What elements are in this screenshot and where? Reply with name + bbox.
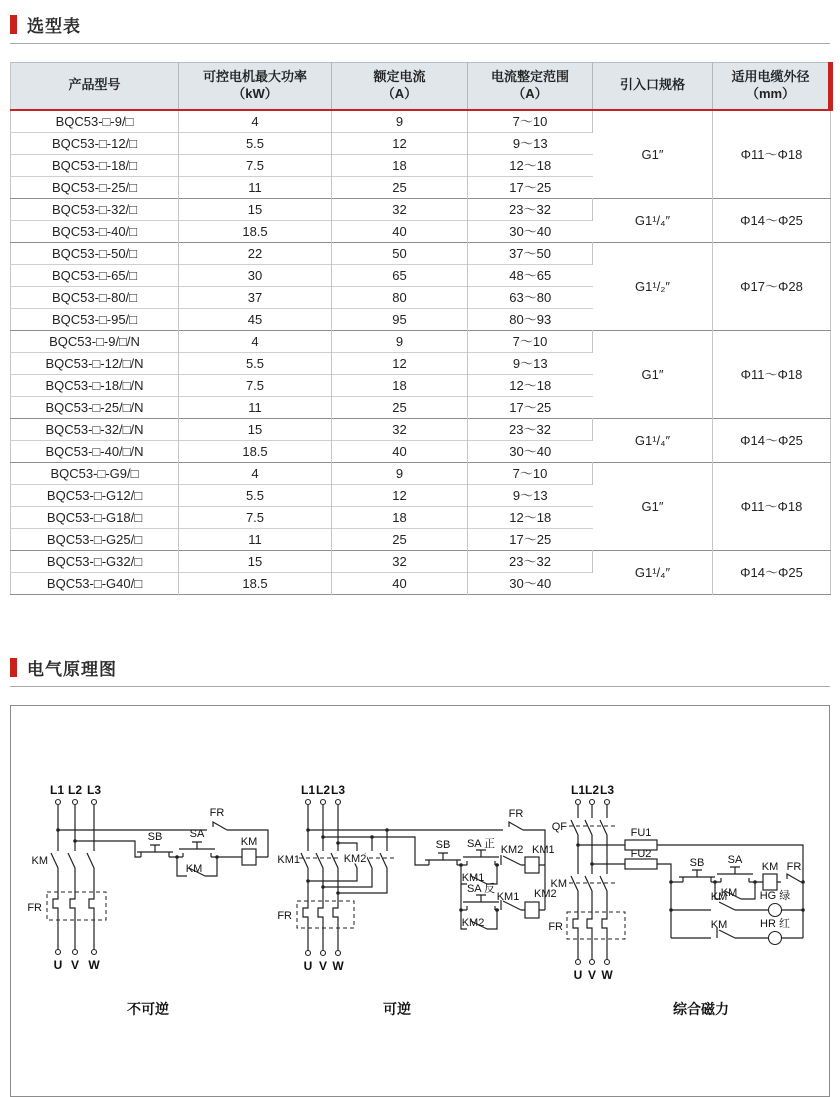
cell-model: BQC53-□-12/□/N: [11, 352, 179, 374]
section-title: 电气原理图: [27, 659, 117, 679]
cell-power: 7.5: [179, 154, 332, 176]
cell-current: 40: [332, 220, 468, 242]
cell-range: 23～32: [468, 550, 593, 572]
cell-model: BQC53-□-18/□/N: [11, 374, 179, 396]
cell-power: 7.5: [179, 506, 332, 528]
circuit-reversible: [277, 783, 556, 1017]
table-row: [11, 330, 831, 352]
cell-current: 25: [332, 528, 468, 550]
fuse1-label: FU1: [630, 826, 652, 839]
fr-contact-label: FR: [209, 806, 225, 819]
col-header-cable: 适用电缆外径 （mm）: [713, 63, 831, 110]
cell-power: 37: [179, 286, 332, 308]
thermal-relay-label: FR: [548, 920, 563, 933]
circuit-caption: 不可逆: [127, 1000, 169, 1017]
phase-label: L1: [49, 782, 65, 797]
cell-range: 63～80: [468, 286, 593, 308]
cell-range: 12～18: [468, 374, 593, 396]
cell-cable: Φ14～Φ25: [713, 198, 831, 242]
motor-terminal-label: V: [318, 958, 328, 973]
cell-range: 48～65: [468, 264, 593, 286]
motor-terminal-label: W: [88, 957, 100, 972]
cell-cable: Φ11～Φ18: [713, 330, 831, 418]
fr-contact-label: FR: [508, 807, 524, 820]
cell-current: 18: [332, 374, 468, 396]
col-header-inlet: 引入口规格: [593, 63, 713, 110]
lamp-contact-label: KM: [710, 890, 728, 903]
cell-current: 32: [332, 418, 468, 440]
lamp-contact-label: KM: [710, 918, 728, 931]
selection-table: [10, 62, 833, 595]
phase-label: L2: [315, 782, 331, 797]
green-lamp-label: HG 绿: [759, 889, 791, 902]
cell-range: 9～13: [468, 352, 593, 374]
cell-inlet: G1¹/₄″: [593, 550, 713, 594]
thermal-relay-label: FR: [277, 909, 292, 922]
aux-contact-label: KM1: [461, 871, 485, 884]
cell-range: 30～40: [468, 440, 593, 462]
circuit-combined-magnetic: [548, 783, 804, 1017]
thermal-relay-label: FR: [27, 901, 42, 914]
motor-terminal-label: U: [53, 957, 63, 972]
cell-model: BQC53-□-G12/□: [11, 484, 179, 506]
cell-power: 18.5: [179, 220, 332, 242]
cell-range: 7～10: [468, 330, 593, 352]
cell-power: 5.5: [179, 484, 332, 506]
stop-button-label: SB: [147, 830, 163, 843]
cell-model: BQC53-□-12/□: [11, 132, 179, 154]
table-row: [11, 418, 831, 440]
cell-model: BQC53-□-18/□: [11, 154, 179, 176]
cell-power: 11: [179, 176, 332, 198]
circuit-caption: 综合磁力: [673, 1000, 729, 1017]
phase-label: L2: [67, 782, 83, 797]
cell-range: 9～13: [468, 132, 593, 154]
start-button-label: SA: [727, 853, 743, 866]
motor-terminal-label: V: [70, 957, 80, 972]
contactor-label: KM: [31, 854, 48, 867]
fuse2-label: FU2: [630, 847, 652, 860]
cell-range: 37～50: [468, 242, 593, 264]
motor-terminal-label: W: [332, 958, 344, 973]
cell-range: 9～13: [468, 484, 593, 506]
aux-contact-label: KM: [185, 862, 203, 875]
reverse-button-label: SA 反: [466, 882, 496, 895]
aux-contact-label: KM2: [461, 916, 485, 929]
aux-contact-label: KM: [720, 886, 738, 899]
motor-terminal-label: U: [303, 958, 313, 973]
cell-range: 30～40: [468, 572, 593, 594]
cell-power: 15: [179, 550, 332, 572]
interlock-contact-label: KM2: [500, 843, 524, 856]
cell-current: 12: [332, 484, 468, 506]
phase-label: L1: [300, 782, 316, 797]
red-accent-bar: [10, 658, 17, 677]
cell-current: 40: [332, 572, 468, 594]
cell-current: 12: [332, 132, 468, 154]
circuit-non-reversible: [27, 783, 268, 1017]
cell-current: 12: [332, 352, 468, 374]
cell-range: 12～18: [468, 506, 593, 528]
cell-range: 17～25: [468, 528, 593, 550]
coil-label: KM: [761, 860, 779, 873]
cell-cable: Φ17～Φ28: [713, 242, 831, 330]
cell-current: 65: [332, 264, 468, 286]
col-header-range: 电流整定范围 （A）: [468, 63, 593, 110]
cell-power: 15: [179, 198, 332, 220]
cell-model: BQC53-□-95/□: [11, 308, 179, 330]
circuit-caption: 可逆: [383, 1000, 411, 1017]
cell-current: 9: [332, 462, 468, 484]
cell-power: 4: [179, 110, 332, 133]
cell-power: 5.5: [179, 352, 332, 374]
cell-model: BQC53-□-32/□: [11, 198, 179, 220]
cell-inlet: G1″: [593, 330, 713, 418]
table-row: [11, 242, 831, 264]
cell-current: 9: [332, 330, 468, 352]
section-schematic-title: [10, 643, 830, 687]
forward-button-label: SA 正: [466, 837, 496, 850]
cell-current: 32: [332, 550, 468, 572]
section-title: 选型表: [27, 17, 81, 36]
cell-current: 95: [332, 308, 468, 330]
table-row: [11, 550, 831, 572]
cell-inlet: G1″: [593, 110, 713, 199]
cell-power: 15: [179, 418, 332, 440]
cell-model: BQC53-□-65/□: [11, 264, 179, 286]
table-row: [11, 110, 831, 133]
col-header-current: 额定电流 （A）: [332, 63, 468, 110]
cell-cable: Φ11～Φ18: [713, 462, 831, 550]
interlock-contact-label: KM1: [496, 890, 520, 903]
red-lamp-label: HR 红: [760, 917, 790, 930]
col-header-model: 产品型号: [11, 63, 179, 110]
cell-inlet: G1¹/₄″: [593, 418, 713, 462]
cell-current: 18: [332, 506, 468, 528]
cell-current: 50: [332, 242, 468, 264]
breaker-label: QF: [551, 820, 567, 833]
cell-cable: Φ14～Φ25: [713, 550, 831, 594]
contactor1-label: KM1: [277, 853, 300, 866]
cell-model: BQC53-□-50/□: [11, 242, 179, 264]
cell-model: BQC53-□-9/□/N: [11, 330, 179, 352]
cell-range: 23～32: [468, 198, 593, 220]
cell-model: BQC53-□-G25/□: [11, 528, 179, 550]
phase-label: L3: [599, 782, 615, 797]
cell-current: 80: [332, 286, 468, 308]
cell-range: 23～32: [468, 418, 593, 440]
table-header-row: [11, 63, 831, 110]
cell-current: 18: [332, 154, 468, 176]
stop-button-label: SB: [435, 838, 451, 851]
cell-range: 7～10: [468, 110, 593, 133]
cell-power: 11: [179, 396, 332, 418]
coil-label: KM1: [532, 843, 555, 856]
schematic-box: [10, 705, 830, 1097]
cell-range: 17～25: [468, 396, 593, 418]
cell-power: 5.5: [179, 132, 332, 154]
cell-power: 18.5: [179, 440, 332, 462]
cell-power: 11: [179, 528, 332, 550]
motor-terminal-label: V: [587, 967, 597, 982]
phase-label: L3: [330, 782, 346, 797]
cell-power: 30: [179, 264, 332, 286]
cell-current: 25: [332, 396, 468, 418]
cell-model: BQC53-□-G40/□: [11, 572, 179, 594]
cell-power: 18.5: [179, 572, 332, 594]
motor-terminal-label: W: [601, 967, 613, 982]
cell-current: 9: [332, 110, 468, 133]
cell-current: 32: [332, 198, 468, 220]
phase-label: L2: [584, 782, 600, 797]
cell-inlet: G1¹/₄″: [593, 198, 713, 242]
cell-range: 17～25: [468, 176, 593, 198]
cell-range: 12～18: [468, 154, 593, 176]
cell-model: BQC53-□-40/□/N: [11, 440, 179, 462]
contactor2-label: KM2: [343, 852, 367, 865]
table-row: [11, 198, 831, 220]
cell-cable: Φ11～Φ18: [740, 146, 803, 162]
cell-inlet: G1¹/₂″: [593, 242, 713, 330]
cell-model: BQC53-□-25/□: [11, 176, 179, 198]
stop-button-label: SB: [689, 856, 705, 869]
cell-model: BQC53-□-9/□: [11, 110, 179, 133]
col-header-power: 可控电机最大功率 （kW）: [179, 63, 332, 110]
cell-model: BQC53-□-32/□/N: [11, 418, 179, 440]
fr-contact-label: FR: [786, 860, 802, 873]
cell-range: 80～93: [468, 308, 593, 330]
cell-current: 40: [332, 440, 468, 462]
table-row: [11, 462, 831, 484]
cell-model: BQC53-□-25/□/N: [11, 396, 179, 418]
cell-cable: Φ14～Φ25: [713, 418, 831, 462]
cell-model: BQC53-□-G18/□: [11, 506, 179, 528]
cell-range: 7～10: [468, 462, 593, 484]
contactor-label: KM: [550, 877, 567, 890]
motor-terminal-label: U: [573, 967, 583, 982]
cell-model: BQC53-□-40/□: [11, 220, 179, 242]
start-button-label: SA: [189, 827, 205, 840]
cell-model: BQC53-□-G32/□: [11, 550, 179, 572]
cell-power: 4: [179, 462, 332, 484]
cell-range: 30～40: [468, 220, 593, 242]
phase-label: L3: [86, 782, 102, 797]
red-accent-bar: [10, 15, 17, 34]
section-selection-title: [10, 0, 830, 44]
cell-current: 25: [332, 176, 468, 198]
cell-power: 45: [179, 308, 332, 330]
coil-label: KM2: [534, 887, 557, 900]
schematic-svg: [11, 706, 829, 1091]
cell-inlet: G1″: [593, 462, 713, 550]
phase-label: L1: [570, 782, 586, 797]
cell-power: 7.5: [179, 374, 332, 396]
cell-model: BQC53-□-80/□: [11, 286, 179, 308]
cell-power: 22: [179, 242, 332, 264]
cell-model: BQC53-□-G9/□: [11, 462, 179, 484]
cell-power: 4: [179, 330, 332, 352]
coil-label: KM: [240, 835, 258, 848]
